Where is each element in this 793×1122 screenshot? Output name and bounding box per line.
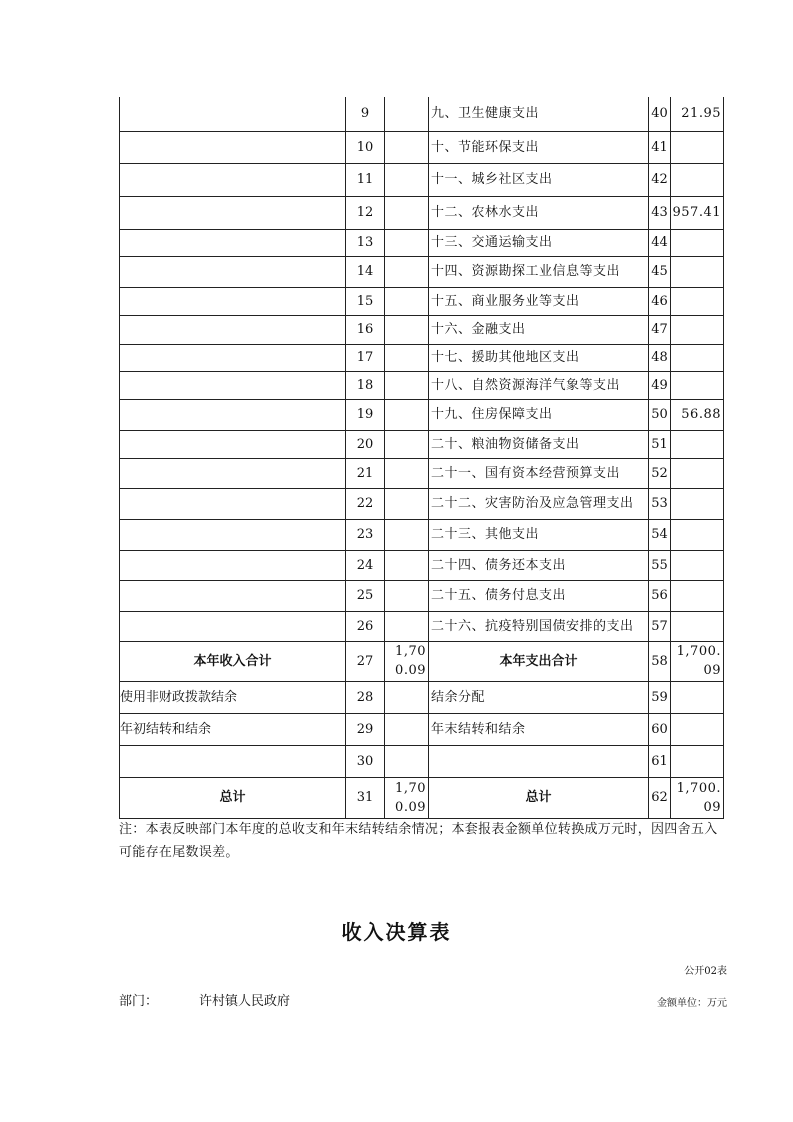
income-amount	[385, 371, 429, 399]
income-line-no: 11	[346, 163, 385, 196]
expense-amount	[671, 430, 724, 458]
expense-amount: 56.88	[671, 399, 724, 430]
expense-item	[429, 745, 649, 777]
expense-amount	[671, 163, 724, 196]
income-item-cell	[120, 745, 346, 777]
expense-item: 二十三、其他支出	[429, 519, 649, 550]
income-line-no: 16	[346, 315, 385, 344]
table-row	[120, 163, 724, 196]
income-line-no: 27	[346, 641, 385, 681]
income-line-no: 31	[346, 777, 385, 818]
expense-item: 十八、自然资源海洋气象等支出	[429, 371, 649, 399]
expense-amount	[671, 229, 724, 256]
expense-amount	[671, 519, 724, 550]
income-amount	[385, 745, 429, 777]
expense-amount	[671, 344, 724, 371]
income-item-cell	[120, 458, 346, 488]
expense-line-no: 47	[649, 315, 671, 344]
income-amount	[385, 229, 429, 256]
expense-item: 十、节能环保支出	[429, 131, 649, 163]
income-amount	[385, 611, 429, 641]
income-item-cell	[120, 430, 346, 458]
table-row	[120, 681, 724, 713]
income-line-no: 22	[346, 488, 385, 519]
expense-item: 十六、金融支出	[429, 315, 649, 344]
grand-total-income-label: 总计	[120, 777, 346, 818]
expense-item: 九、卫生健康支出	[429, 97, 649, 131]
income-amount	[385, 399, 429, 430]
table-row	[120, 131, 724, 163]
expense-amount	[671, 611, 724, 641]
income-amount	[385, 458, 429, 488]
expense-amount	[671, 371, 724, 399]
income-item-cell	[120, 196, 346, 229]
income-line-no: 29	[346, 713, 385, 745]
income-item-cell	[120, 550, 346, 580]
income-line-no: 18	[346, 371, 385, 399]
expense-amount	[671, 713, 724, 745]
expense-item: 十三、交通运输支出	[429, 229, 649, 256]
table-row	[120, 488, 724, 519]
income-item-cell	[120, 287, 346, 315]
expense-line-no: 43	[649, 196, 671, 229]
income-item-cell	[120, 611, 346, 641]
income-line-no: 13	[346, 229, 385, 256]
income-item-cell	[120, 580, 346, 611]
income-line-no: 12	[346, 196, 385, 229]
income-line-no: 23	[346, 519, 385, 550]
expense-line-no: 58	[649, 641, 671, 681]
page-title: 收入决算表	[341, 920, 452, 944]
budget-table	[119, 97, 724, 819]
grand-total-income-amount: 1,700.09	[385, 777, 429, 818]
expense-item: 二十二、灾害防治及应急管理支出	[429, 488, 649, 519]
expense-amount: 21.95	[671, 97, 724, 131]
income-item-cell	[120, 371, 346, 399]
income-amount	[385, 488, 429, 519]
expense-line-no: 53	[649, 488, 671, 519]
income-line-no: 30	[346, 745, 385, 777]
income-amount	[385, 519, 429, 550]
income-amount	[385, 287, 429, 315]
expense-line-no: 55	[649, 550, 671, 580]
table-row	[120, 399, 724, 430]
table-row	[120, 430, 724, 458]
table-row	[120, 611, 724, 641]
table-row-grand-total	[120, 777, 724, 818]
expense-line-no: 42	[649, 163, 671, 196]
income-item-cell	[120, 315, 346, 344]
table-row	[120, 97, 724, 131]
table-row	[120, 287, 724, 315]
table-row	[120, 371, 724, 399]
table-row	[120, 229, 724, 256]
expense-line-no: 41	[649, 131, 671, 163]
table-row	[120, 256, 724, 287]
table-row	[120, 458, 724, 488]
income-amount	[385, 163, 429, 196]
expense-item: 二十六、抗疫特别国债安排的支出	[429, 611, 649, 641]
table-row	[120, 550, 724, 580]
income-line-no: 24	[346, 550, 385, 580]
expense-line-no: 54	[649, 519, 671, 550]
expense-amount	[671, 745, 724, 777]
income-line-no: 28	[346, 681, 385, 713]
expense-item: 结余分配	[429, 681, 649, 713]
expense-item: 十九、住房保障支出	[429, 399, 649, 430]
expense-amount	[671, 550, 724, 580]
expense-line-no: 46	[649, 287, 671, 315]
income-amount	[385, 681, 429, 713]
amount-unit: 金额单位：万元	[657, 998, 727, 1009]
income-amount	[385, 344, 429, 371]
income-line-no: 14	[346, 256, 385, 287]
income-line-no: 17	[346, 344, 385, 371]
expense-line-no: 50	[649, 399, 671, 430]
income-line-no: 21	[346, 458, 385, 488]
expense-total-amount: 1,700.09	[671, 641, 724, 681]
income-item-cell	[120, 399, 346, 430]
expense-item: 十二、农林水支出	[429, 196, 649, 229]
expense-item: 十四、资源勘探工业信息等支出	[429, 256, 649, 287]
grand-total-expense-label: 总计	[429, 777, 649, 818]
expense-line-no: 60	[649, 713, 671, 745]
expense-amount	[671, 681, 724, 713]
expense-item: 年末结转和结余	[429, 713, 649, 745]
table-row-year-total	[120, 641, 724, 681]
income-item-cell: 使用非财政拨款结余	[120, 681, 346, 713]
income-amount	[385, 550, 429, 580]
income-amount	[385, 196, 429, 229]
income-amount	[385, 430, 429, 458]
income-line-no: 25	[346, 580, 385, 611]
expense-item: 十一、城乡社区支出	[429, 163, 649, 196]
expense-total-label: 本年支出合计	[429, 641, 649, 681]
income-item-cell	[120, 131, 346, 163]
table-row	[120, 315, 724, 344]
income-total-amount: 1,700.09	[385, 641, 429, 681]
expense-amount	[671, 256, 724, 287]
income-total-label: 本年收入合计	[120, 641, 346, 681]
expense-line-no: 62	[649, 777, 671, 818]
table-code: 公开02表	[684, 966, 727, 977]
table-row	[120, 580, 724, 611]
expense-line-no: 56	[649, 580, 671, 611]
income-amount	[385, 580, 429, 611]
expense-amount	[671, 315, 724, 344]
income-item-cell	[120, 344, 346, 371]
income-item-cell	[120, 163, 346, 196]
expense-line-no: 57	[649, 611, 671, 641]
expense-item: 二十四、债务还本支出	[429, 550, 649, 580]
footnote: 注：本表反映部门本年度的总收支和年末结转结余情况；本套报表金额单位转换成万元时，因四舍五入可能存在尾数误差。	[119, 822, 718, 860]
table-row	[120, 519, 724, 550]
expense-line-no: 49	[649, 371, 671, 399]
expense-line-no: 44	[649, 229, 671, 256]
table-row	[120, 196, 724, 229]
income-line-no: 20	[346, 430, 385, 458]
expense-line-no: 45	[649, 256, 671, 287]
income-item-cell	[120, 229, 346, 256]
expense-line-no: 61	[649, 745, 671, 777]
expense-amount	[671, 131, 724, 163]
income-line-no: 26	[346, 611, 385, 641]
income-item-cell	[120, 519, 346, 550]
income-amount	[385, 315, 429, 344]
expense-item: 二十五、债务付息支出	[429, 580, 649, 611]
income-amount	[385, 97, 429, 131]
expense-line-no: 52	[649, 458, 671, 488]
expense-line-no: 59	[649, 681, 671, 713]
department-value: 许村镇人民政府	[199, 994, 291, 1009]
expense-item: 十五、商业服务业等支出	[429, 287, 649, 315]
income-amount	[385, 131, 429, 163]
expense-line-no: 48	[649, 344, 671, 371]
grand-total-expense-amount: 1,700.09	[671, 777, 724, 818]
table-row	[120, 713, 724, 745]
income-item-cell	[120, 97, 346, 131]
income-amount	[385, 256, 429, 287]
income-line-no: 19	[346, 399, 385, 430]
expense-item: 二十、粮油物资储备支出	[429, 430, 649, 458]
income-item-cell	[120, 256, 346, 287]
expense-item: 二十一、国有资本经营预算支出	[429, 458, 649, 488]
expense-amount	[671, 580, 724, 611]
expense-amount	[671, 458, 724, 488]
income-line-no: 9	[346, 97, 385, 131]
expense-line-no: 51	[649, 430, 671, 458]
table-row	[120, 344, 724, 371]
expense-amount	[671, 488, 724, 519]
income-amount	[385, 713, 429, 745]
expense-line-no: 40	[649, 97, 671, 131]
income-line-no: 10	[346, 131, 385, 163]
table-row	[120, 745, 724, 777]
income-line-no: 15	[346, 287, 385, 315]
expense-amount	[671, 287, 724, 315]
income-item-cell: 年初结转和结余	[120, 713, 346, 745]
expense-item: 十七、援助其他地区支出	[429, 344, 649, 371]
income-item-cell	[120, 488, 346, 519]
department-label: 部门：	[119, 994, 159, 1009]
expense-amount: 957.41	[671, 196, 724, 229]
